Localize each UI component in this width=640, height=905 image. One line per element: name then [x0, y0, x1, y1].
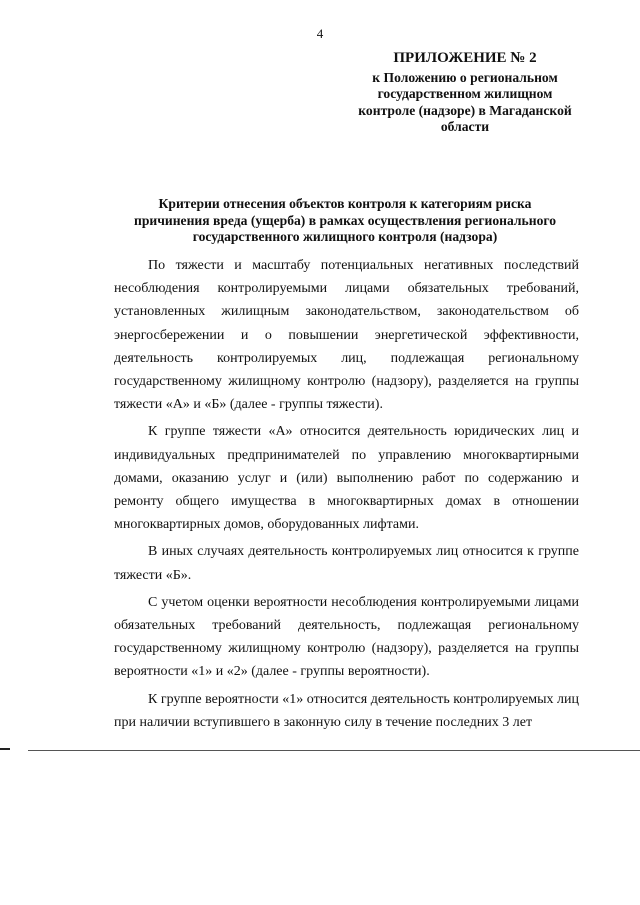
document-body: [114, 254, 579, 738]
margin-mark: [0, 748, 10, 750]
paragraph: К группе вероятности «1» относится деятельность контролируемых лиц при наличии вступившего в законную силу в течение последних 3 лет: [114, 691, 579, 730]
document-title: [100, 196, 590, 246]
document-title-line: государственного жилищного контроля (надзора): [192, 229, 498, 244]
paragraph: К группе тяжести «А» относится деятельность юридических лиц и индивидуальных предпринимателей по управлению многоквартирными домами, оказанию услуг и (или) выполнению работ по содержанию и ремонту общего имущества в многоквартирных домах в отношении многоквартирных домов, оборудованных лифтами.: [114, 424, 579, 533]
appendix-line: к Положению о региональном: [372, 69, 558, 85]
page-divider: [28, 750, 640, 751]
page-number: 4: [316, 26, 324, 41]
appendix-title: ПРИЛОЖЕНИЕ № 2: [393, 50, 537, 66]
paragraph: С учетом оценки вероятности несоблюдения контролируемыми лицами обязательных требований деятельность, подлежащая региональному государственному жилищному контролю (надзору), разделяется на группы вероятности «1» и «2» (далее - группы вероятности).: [114, 594, 579, 680]
appendix-line: контроле (надзоре) в Магаданской: [358, 102, 572, 118]
document-title-line: Критерии отнесения объектов контроля к категориям риска: [158, 196, 532, 211]
document-title-line: причинения вреда (ущерба) в рамках осуществления регионального: [133, 212, 557, 228]
appendix-header: [340, 50, 590, 136]
appendix-line: области: [440, 119, 490, 134]
appendix-line: государственном жилищном: [377, 86, 553, 101]
paragraph: В иных случаях деятельность контролируемых лиц относится к группе тяжести «Б».: [114, 544, 579, 583]
paragraph: По тяжести и масштабу потенциальных негативных последствий несоблюдения контролируемыми лицами обязательных требований, установленных жилищным законодательством, законодательством об энергосбережении и о повышении энергетической эффективности, деятельность контролируемых лиц, подлежащая региональному государственному жилищному контролю (надзору), разделяется на группы тяжести «А» и «Б» (далее - группы тяжести).: [114, 258, 579, 413]
